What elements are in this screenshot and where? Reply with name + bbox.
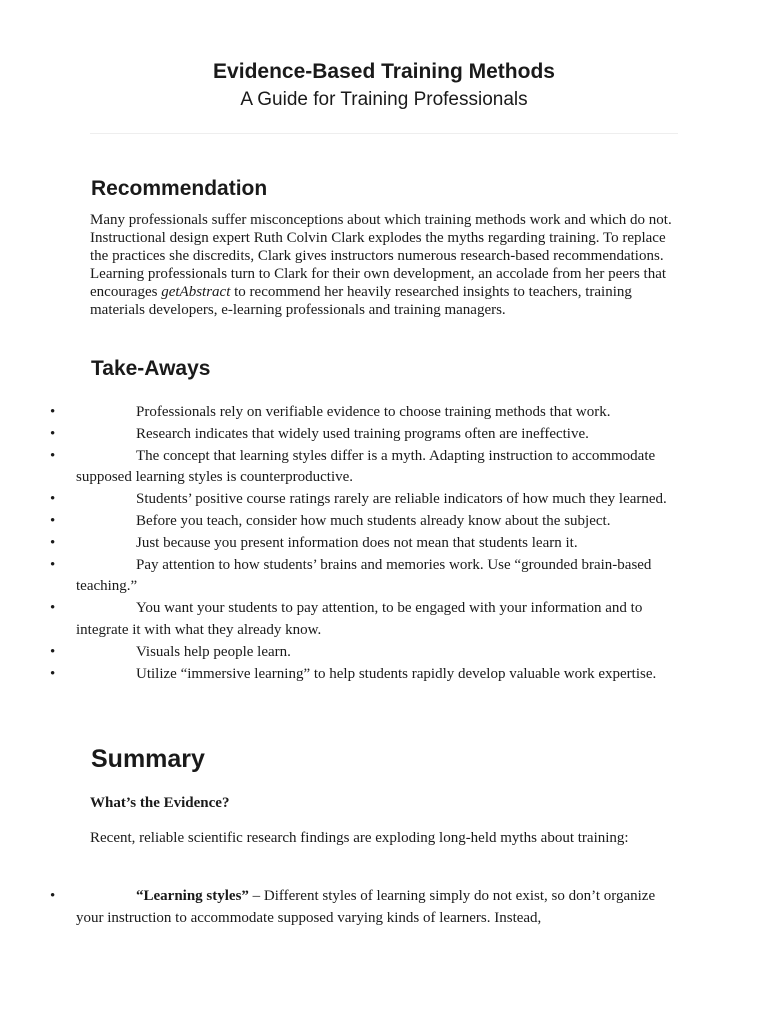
list-item-text: Just because you present information does not mean that students learn it. (136, 534, 578, 551)
bullet-icon: • (50, 512, 56, 529)
list-item (50, 642, 676, 664)
list-item (50, 664, 676, 686)
bullet-icon: • (50, 491, 56, 508)
list-item (50, 533, 676, 555)
recommendation-emphasis: getAbstract (161, 284, 231, 300)
list-item-bold: “Learning styles” (136, 888, 249, 904)
document-subtitle: A Guide for Training Professionals (240, 89, 528, 110)
list-item-text: Before you teach, consider how much students already know about the subject. (136, 512, 611, 529)
list-item-text: Students’ positive course ratings rarely are reliable indicators of how much they learned. (136, 491, 667, 508)
list-item (50, 598, 676, 642)
list-item-text: Utilize “immersive learning” to help students rapidly develop valuable work expertise. (136, 665, 657, 682)
bullet-icon: • (50, 534, 56, 551)
takeaways-list (50, 402, 676, 685)
bullet-icon: • (50, 556, 56, 573)
recommendation-paragraph (90, 211, 680, 319)
list-item-text: – Different styles of learning simply do not exist, so don’t organize your instruction to accommodate supposed varying kinds of learners. Instead, (76, 888, 656, 926)
list-item-text: Pay attention to how students’ brains and memories work. Use “grounded brain-based teaching.” (76, 556, 652, 595)
title-divider (90, 133, 678, 134)
document-title: Evidence-Based Training Methods (213, 60, 555, 83)
takeaways-heading: Take-Aways (91, 357, 211, 380)
list-item-text: You want your students to pay attention, to be engaged with your information and to integrate it with what they already know. (76, 600, 643, 638)
list-item (50, 402, 676, 424)
list-item (50, 489, 676, 511)
bullet-icon: • (50, 425, 56, 442)
summary-intro: Recent, reliable scientific research findings are exploding long-held myths about training: (90, 830, 629, 846)
summary-subheading: What’s the Evidence? (90, 795, 230, 811)
list-item (50, 511, 676, 533)
bullet-icon: • (50, 447, 56, 464)
recommendation-heading: Recommendation (91, 177, 268, 200)
list-item-text: Research indicates that widely used training programs often are ineffective. (136, 425, 589, 442)
summary-heading: Summary (91, 745, 205, 773)
title-block (0, 58, 768, 114)
bullet-icon: • (50, 665, 56, 682)
list-item-text: Visuals help people learn. (136, 643, 291, 660)
list-item (50, 446, 676, 490)
list-item (50, 424, 676, 446)
list-item-text: Professionals rely on verifiable evidence to choose training methods that work. (136, 404, 611, 420)
summary-list (50, 886, 676, 930)
bullet-icon: • (50, 643, 56, 660)
list-item (50, 555, 676, 599)
recommendation-text-after: to recommend her heavily researched insights to teachers, training materials developers, e-learning professionals and training managers. (90, 284, 632, 318)
bullet-icon: • (50, 404, 56, 420)
bullet-icon: • (50, 600, 56, 617)
list-item-text: The concept that learning styles differ is a myth. Adapting instruction to accommodate supposed learning styles is counterproductive. (76, 447, 656, 486)
recommendation-text-before: Many professionals suffer misconceptions about which training methods work and which do not. Instructional design expert Ruth Colvin Clark explodes the myths regarding training. To replace the practices she discredits, Clark gives instructors numerous research-based recommendations. Learning professionals turn to Clark for their own development, an accolade from her peers that encourages (90, 212, 672, 300)
bullet-icon: • (50, 888, 56, 904)
list-item (50, 886, 676, 930)
